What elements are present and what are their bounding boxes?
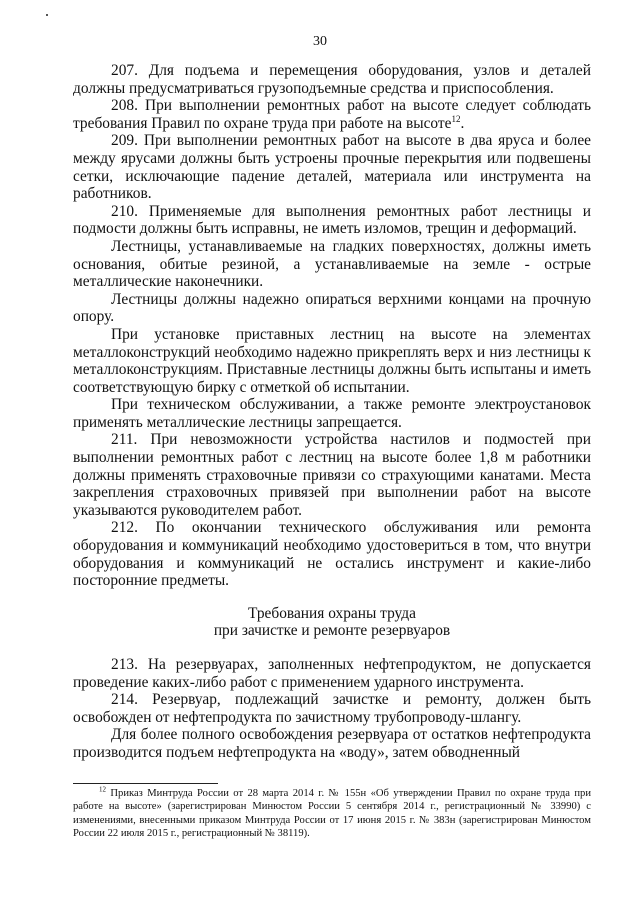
paragraph-211: 211. При невозможности устройства настилов и подмостей при выполнении ремонтных работ с лестниц на высоте более 1,8 м работники должны применять страховочные привязи со страхующими канатами. Места закрепления страховочных привязей при выполнении работ на высоте указываются руководителем работ. [73,431,591,519]
paragraph-212: 212. По окончании технического обслуживания или ремонта оборудования и коммуникаций необходимо удостовериться в том, что внутри оборудования и коммуникаций не остались инструмент и какие-либо посторонние предметы. [73,519,591,590]
paragraph-208-text: 208. При выполнении ремонтных работ на высоте следует соблюдать требования Правил по охране труда при работе на высоте [73,97,591,132]
page-number: 30 [313,34,327,49]
section-heading-line2: при зачистке и ремонте резервуаров [213,622,451,640]
footnote-divider [73,783,218,784]
paragraph-electrical: При техническом обслуживании, а также ремонте электроустановок применять металлические лестницы запрещается. [73,396,591,431]
scan-speck [46,14,48,16]
paragraph-209: 209. При выполнении ремонтных работ на высоте в два яруса и более между ярусами должны быть устроены прочные перекрытия или подвешены сетки, исключающие падение деталей, материала или инструмента на работников. [73,132,591,203]
paragraph-207: 207. Для подъема и перемещения оборудования, узлов и деталей должны предусматриваться грузоподъемные средства и приспособления. [73,62,591,97]
paragraph-ladders-surfaces: Лестницы, устанавливаемые на гладких поверхностях, должны иметь основания, обитые резиной, а устанавливаемые на земле - острые металлические наконечники. [73,237,591,291]
section-heading [73,605,591,640]
paragraph-213: 213. На резервуарах, заполненных нефтепродуктом, не допускается проведение каких-либо работ с применением ударного инструмента. [73,656,591,691]
paragraph-214: 214. Резервуар, подлежащий зачистке и ремонту, должен быть освобожден от нефтепродукта по зачистному трубопроводу-шлангу. [73,691,591,726]
paragraph-drain: Для более полного освобождения резервуара от остатков нефтепродукта производится подъем нефтепродукта на «воду», затем обводненный [73,726,591,761]
footnote-reference[interactable]: 12 [451,113,461,124]
footnote-number: 12 [99,785,106,794]
section-heading-line1: Требования охраны труда [248,604,416,622]
paragraph-208: 208. При выполнении ремонтных работ на высоте следует соблюдать требования Правил по охране труда при работе на высоте$^{12}$. [73,97,591,132]
footnote [73,787,591,841]
paragraph-210: 210. Применяемые для выполнения ремонтных работ лестницы и подмости должны быть исправны, не иметь изломов, трещин и деформаций. [73,202,591,238]
footnote-text: Приказ Минтруда России от 28 марта 2014 г. № 155н «Об утверждении Правил по охране труда при работе на высоте» (зарегистрирован Минюстом России 5 сентября 2014 г., регистрационный № 33990) с изменениями, внесенными приказом Минтруда России от 17 июня 2015 г. № 383н (зарегистрирован Минюстом России 22 июля 2015 г., регистрационный № 38119). [73,788,591,840]
paragraph-ladders-metal: При установке приставных лестниц на высоте на элементах металлоконструкций необходимо надежно прикреплять верх и низ лестницы к металлоконструкциям. Приставные лестницы должны быть испытаны и иметь соответствующую бирку с отметкой об испытании. [73,325,591,396]
document-body [73,62,591,762]
paragraph-ladders-support: Лестницы должны надежно опираться верхними концами на прочную опору. [73,290,591,326]
